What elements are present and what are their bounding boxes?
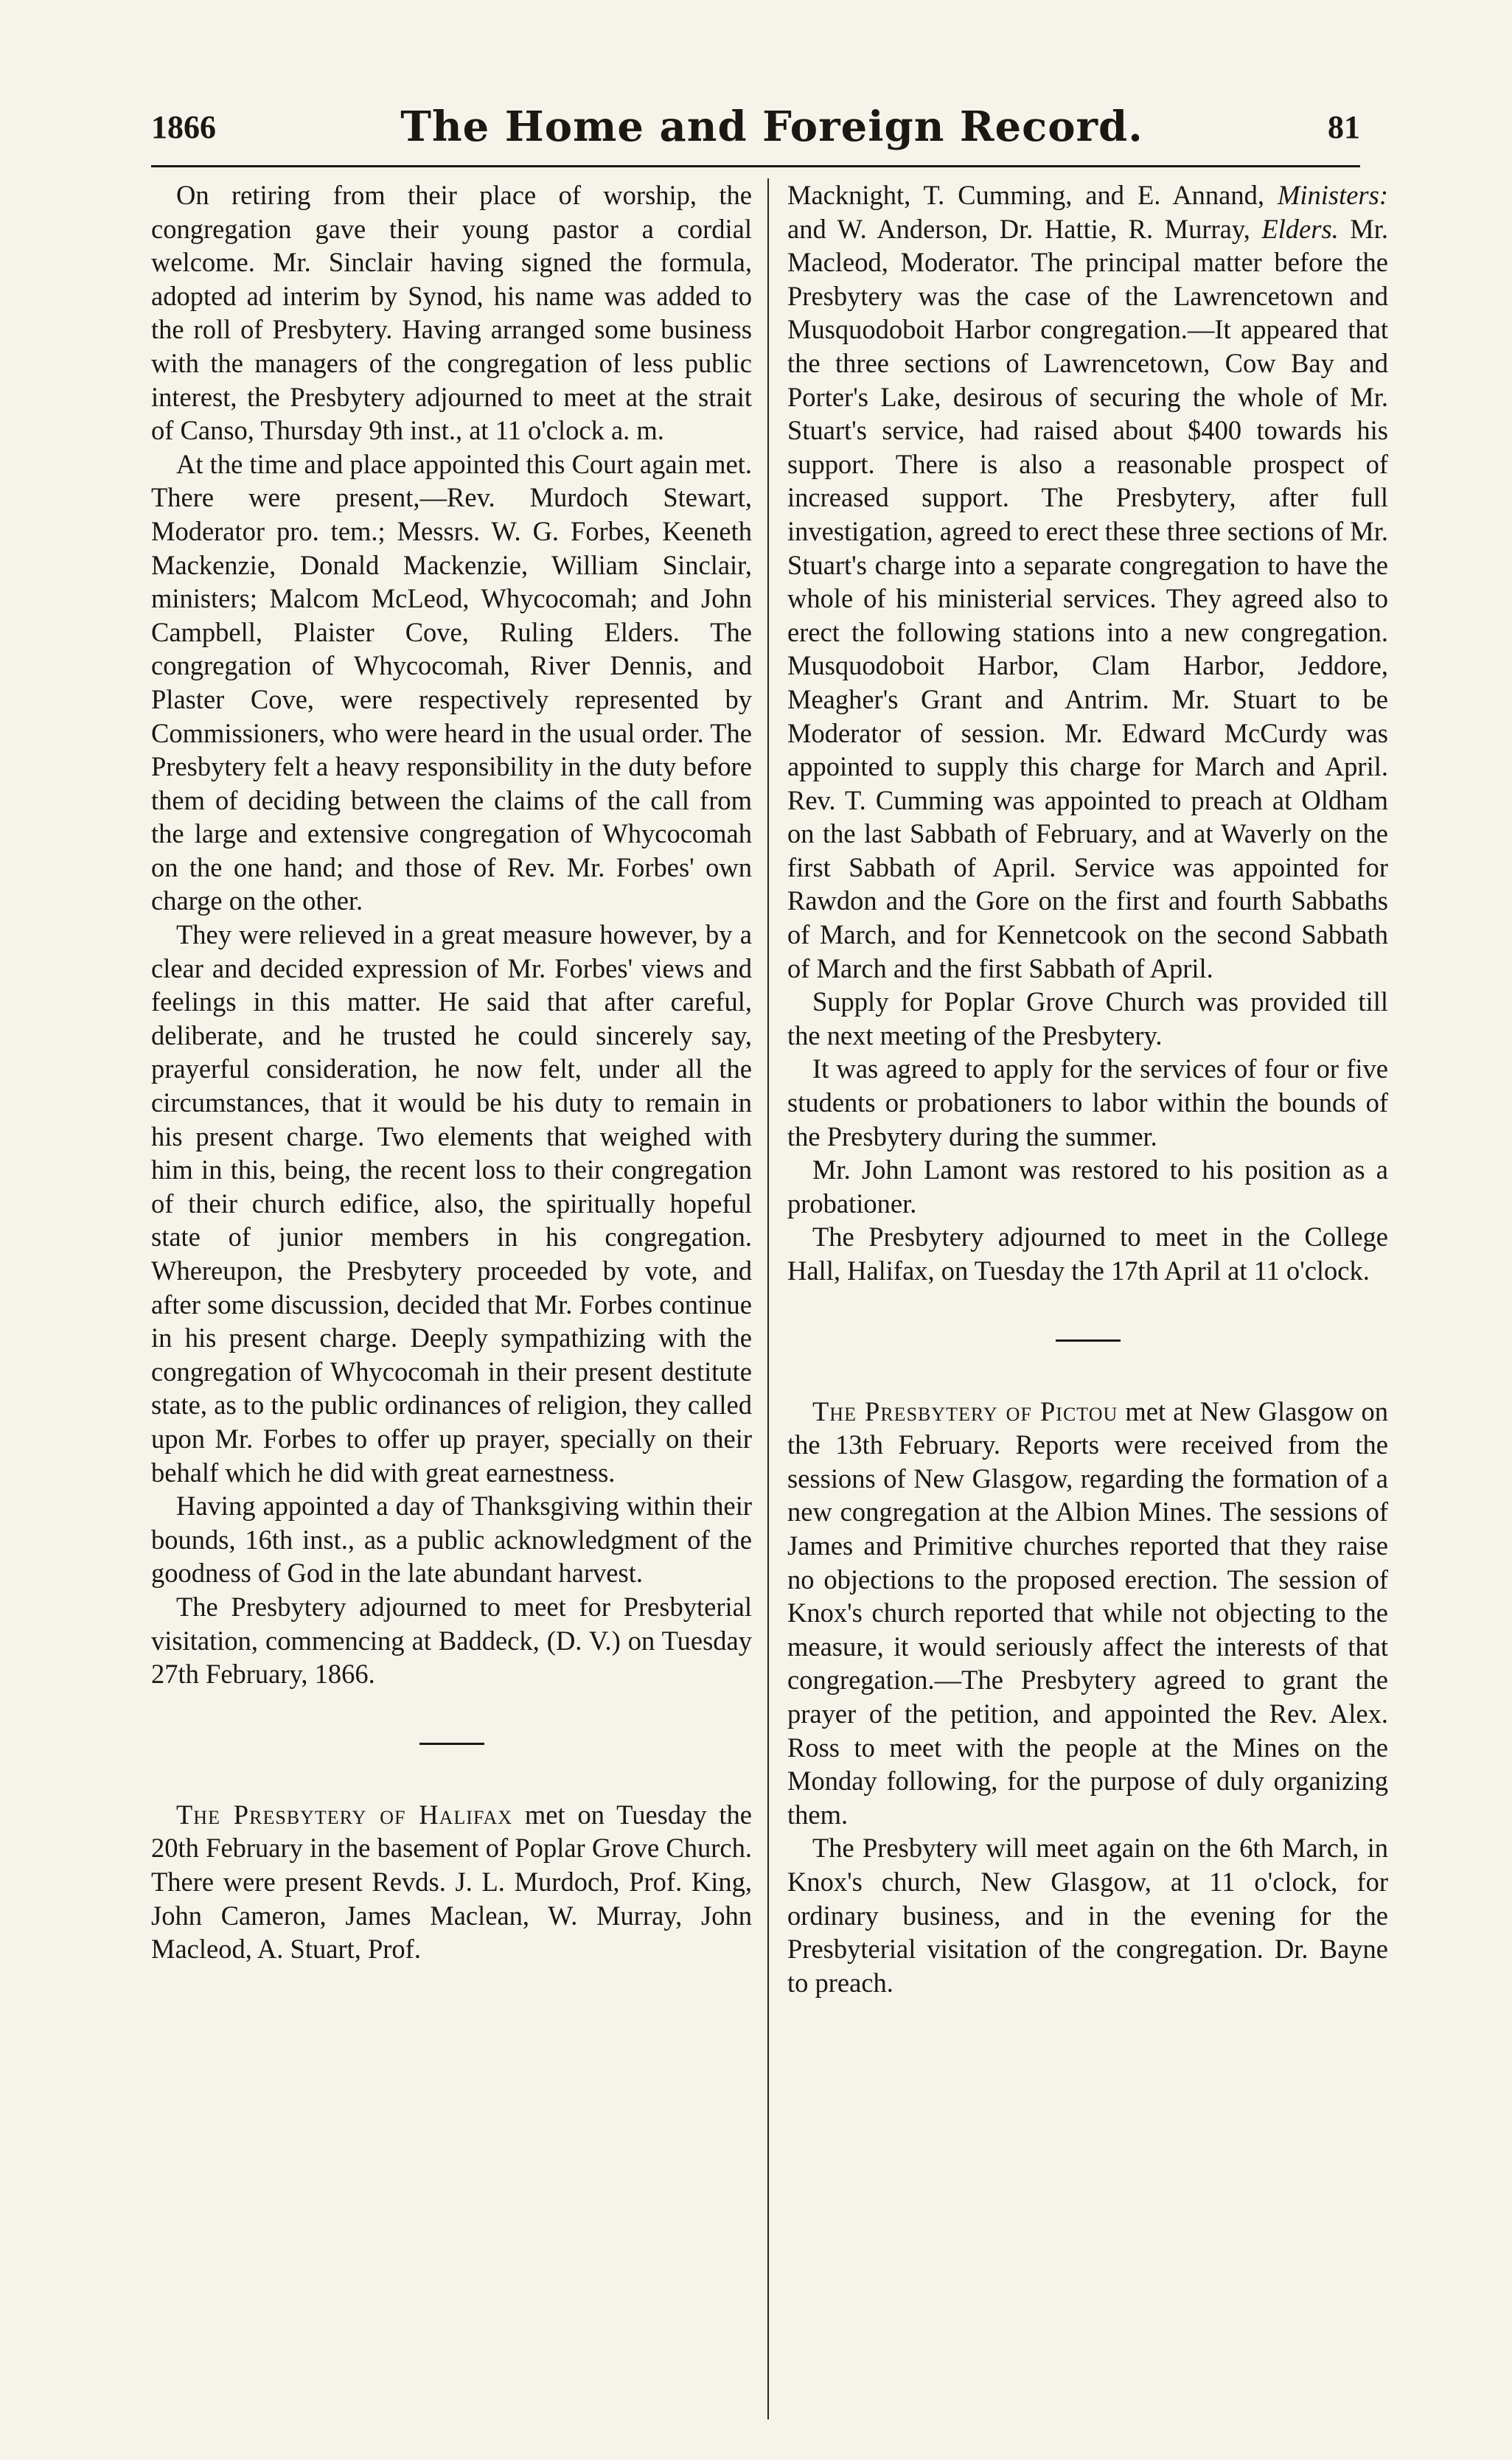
- header-rule: [151, 165, 1360, 167]
- halifax-lead: The Presbytery of Halifax: [176, 1799, 513, 1830]
- right-column: [787, 178, 1388, 1999]
- paragraph: Having appointed a day of Thanksgiving within their bounds, 16th inst., as a public acknowledgment of the goodness of God in the late abundant harvest.: [151, 1491, 752, 1589]
- halifax-paragraph: [151, 1798, 752, 1966]
- column-divider: [767, 178, 769, 2419]
- paragraph: Supply for Poplar Grove Church was provided till the next meeting of the Presbytery.: [787, 986, 1388, 1050]
- page-header: [151, 97, 1360, 156]
- paragraph: At the time and place appointed this Court again met. There were present,—Rev. Murdoch Stewart, Moderator pro. tem.; Messrs. W. G. Forbes, Keeneth Mackenzie, Donald Mackenzie, William Sinclair, ministers; Malcom McLeod, Whycocomah; and John Campbell, Plaister Cove, Ruling Elders. The congregation of Whycocomah, River Dennis, and Plaster Cove, were respectively represented by Commissioners, who were heard in the usual order. The Presbytery felt a heavy responsibility in the duty before them of deciding between the claims of the call from the large and extensive congregation of Whycocomah on the one hand; and those of Rev. Mr. Forbes' own charge on the other.: [151, 448, 752, 916]
- paragraph: The Presbytery adjourned to meet in the College Hall, Halifax, on Tuesday the 17th April at 11 o'clock.: [787, 1222, 1388, 1286]
- paragraph: The Presbytery will meet again on the 6th March, in Knox's church, New Glasgow, at 11 o'clock, for ordinary business, and in the evening for the Presbyterial visitation of the congregation. Dr. Bayne to preach.: [787, 1833, 1388, 1998]
- paragraph: They were relieved in a great measure however, by a clear and decided expression of Mr. Forbes' views and feelings in this matter. He said that after careful, deliberate, and he trusted he could sincerely say, prayerful consideration, he now felt, under all the circumstances, that it would be his duty to remain in his present charge. Two elements that weighed with him in this, being, the recent loss to their congregation of their church edifice, also, the spiritually hopeful state of junior members in his congregation. Whereupon, the Presbytery proceeded by vote, and after some discussion, decided that Mr. Forbes continue in his present charge. Deeply sympathizing with the congregation of Whycocomah in their present destitute state, as to the public ordinances of religion, they called upon Mr. Forbes to offer up prayer, specially on their behalf which he did with great earnestness.: [151, 919, 752, 1488]
- pictou-lead: The Presbytery of Pictou: [812, 1395, 1118, 1426]
- page-year: 1866: [151, 108, 216, 145]
- halifax-continuation: [787, 178, 1388, 985]
- halifax-text: met on Tuesday the 20th February in the basement of Poplar Grove Church. There were present Revds. J. L. Murdoch, Prof. King, John Cameron, James Maclean, W. Murray, John Macleod, A. Stuart, Prof.: [151, 1799, 752, 1965]
- left-column: [151, 178, 752, 1966]
- journal-title: The Home and Foreign Record.: [400, 102, 1143, 151]
- section-divider: [419, 1743, 484, 1745]
- section-divider: [1056, 1339, 1121, 1342]
- continuation-prefix: Macknight, T. Cumming, and E. Annand,: [787, 180, 1278, 210]
- paragraph: The Presbytery adjourned to meet for Presbyterial visitation, commencing at Baddeck, (D. V.) on Tuesday 27th February, 1866.: [151, 1591, 752, 1690]
- elders-label: Elders.: [1261, 213, 1339, 244]
- continuation-mid: and W. Anderson, Dr. Hattie, R. Murray,: [787, 213, 1262, 244]
- pictou-text: met at New Glasgow on the 13th February. Reports were received from the sessions of New Glasgow, regarding the formation of a new congregation at the Albion Mines. The sessions of James and Primitive churches reported that they raise no objections to the proposed erection. The session of Knox's church reported that while not objecting to the measure, it would seriously affect the interests of that congregation.—The Presbytery agreed to grant the prayer of the petition, and appointed the Rev. Alex. Ross to meet with the people at the Mines on the Monday following, for the purpose of duly organizing them.: [787, 1395, 1388, 1830]
- paragraph: On retiring from their place of worship, the congregation gave their young pastor a cordial welcome. Mr. Sinclair having signed the formula, adopted ad interim by Synod, his name was added to the roll of Presbytery. Having arranged some business with the managers of the congregation of less public interest, the Presbytery adjourned to meet at the strait of Canso, Thursday 9th inst., at 11 o'clock a. m.: [151, 180, 752, 446]
- paragraph: Mr. John Lamont was restored to his position as a probationer.: [787, 1154, 1388, 1219]
- page-number: 81: [1328, 108, 1360, 145]
- ministers-label: Ministers:: [1277, 180, 1388, 210]
- continuation-rest: Mr. Macleod, Moderator. The principal matter before the Presbytery was the case of the Lawrencetown and Musquodoboit Harbor congregation.—It appeared that the three sections of Lawrencetown, Cow Bay and Porter's Lake, desirous of securing the whole of Mr. Stuart's service, had raised about $400 towards his support. There is also a reasonable prospect of increased support. The Presbytery, after full investigation, agreed to erect these three sections of Mr. Stuart's charge into a separate congregation to have the whole of his ministerial services. They agreed also to erect the following stations into a new congregation. Musquodoboit Harbor, Clam Harbor, Jeddore, Meagher's Grant and Antrim. Mr. Stuart to be Moderator of session. Mr. Edward McCurdy was appointed to supply this charge for March and April. Rev. T. Cumming was appointed to preach at Oldham on the last Sabbath of February, and at Waverly on the first Sabbath of April. Service was appointed for Rawdon and the Gore on the first and fourth Sabbaths of March, and for Kennetcook on the second Sabbath of March and the first Sabbath of April.: [787, 213, 1388, 983]
- pictou-paragraph: [787, 1395, 1388, 1832]
- paragraph: It was agreed to apply for the services of four or five students or probationers to labor within the bounds of the Presbytery during the summer.: [787, 1053, 1388, 1151]
